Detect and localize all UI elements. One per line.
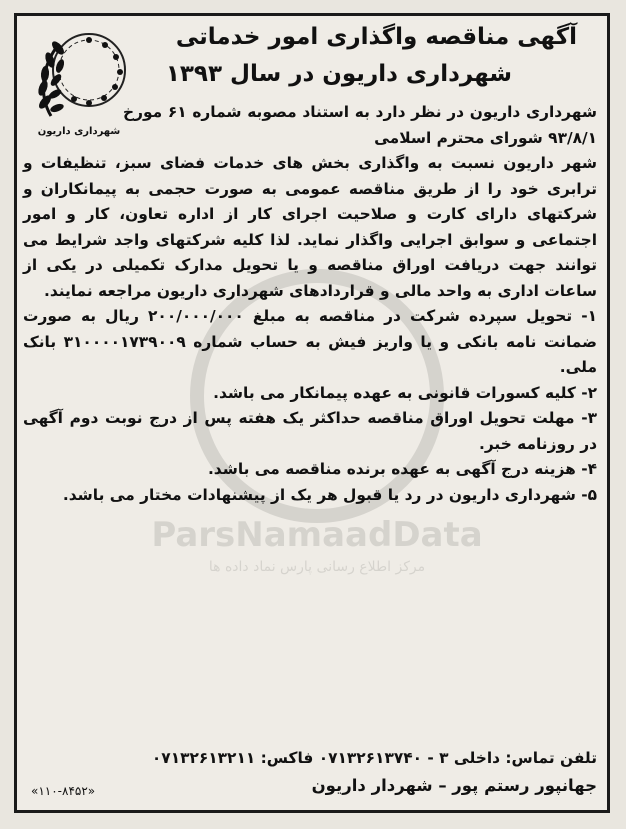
watermark-text: ParsNamaadData — [151, 515, 483, 555]
intro-paragraph-part2: شهر داریون نسبت به واگذاری بخش های خدمات فضای سبز، تنظیفات و ترابری خود را از طریق مناقصه عمومی به صورت حجمی به پیمانکاران و شرکتهای دارای کارت و صلاحیت اجرای کار از اداره تعاون، کار و امور اجتماعی و سوابق اجرایی واگذار نماید. لذا کلیه شرکتهای واجد شرایط می توانند جهت دریافت اوراق مناقصه و یا تحویل مدارک تکمیلی در یکی از ساعات اداری به واحد مالی و قراردادهای شهرداری داریون مراجعه نمایند. — [23, 154, 597, 300]
notice-body — [23, 100, 597, 508]
logo-caption: شهرداری داریون — [37, 126, 121, 137]
notice-title: آگهی مناقصه واگذاری امور خدماتی — [175, 24, 577, 50]
intro-paragraph-part1: شهرداری داریون در نظر دارد به استناد مصوبه شماره ۶۱ مورخ ۹۳/۸/۱ شورای محترم اسلامی — [123, 103, 597, 147]
contact-info: تلفن تماس: داخلی ۳ - ۰۷۱۳۲۶۱۳۷۴۰ فاکس: ۰۷۱۳۲۶۱۳۲۱۱ — [151, 749, 597, 767]
condition-2: ۲- کلیه کسورات قانونی به عهده پیمانکار می باشد. — [213, 383, 597, 402]
condition-5: ۵- شهرداری داریون در رد یا قبول هر یک از پیشنهادات مختار می باشد. — [62, 485, 597, 504]
tender-notice — [14, 13, 610, 813]
signer: جهانپور رستم پور – شهردار داریون — [311, 776, 597, 795]
notice-subtitle: شهرداری داریون در سال ۱۳۹۳ — [165, 61, 512, 87]
watermark-subtext: مرکز اطلاع رسانی پارس نماد داده ها — [208, 559, 426, 575]
notice-code: «۱۱۰-۸۴۵۲» — [31, 784, 96, 798]
condition-4: ۴- هزینه درج آگهی به عهده برنده مناقصه می باشد. — [207, 460, 597, 478]
condition-1: ۱- تحویل سپرده شرکت در مناقصه به مبلغ ۲۰۰/۰۰۰/۰۰۰ ریال به صورت ضمانت نامه بانکی و یا واریز فیش به حساب شماره ۳۱۰۰۰۰۱۷۳۹۰۰۹ بانک ملی. — [23, 307, 597, 376]
condition-3: ۳- مهلت تحویل اوراق مناقصه حداکثر یک هفته پس از درج نوبت دوم آگهی در روزنامه خبر. — [23, 409, 597, 453]
